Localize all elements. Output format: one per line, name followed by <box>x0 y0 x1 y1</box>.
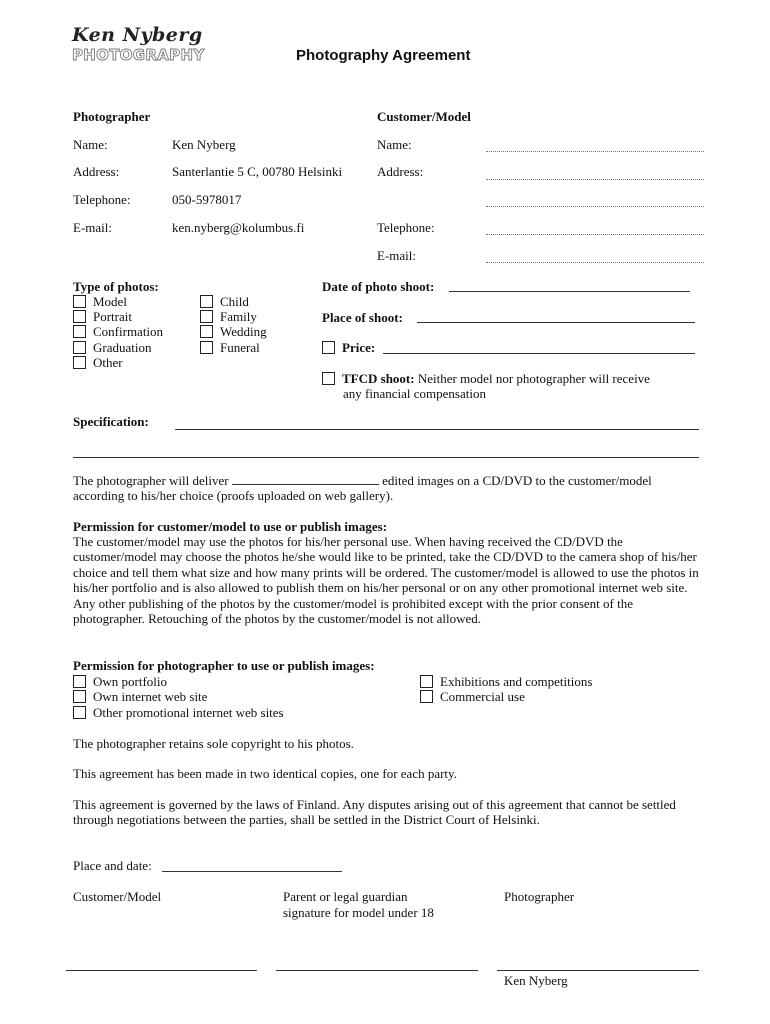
permission-label: Exhibitions and competitions <box>440 674 593 689</box>
customer-permission-text: The customer/model may use the photos for his/her personal use. When having received the CD/DVD the customer/model may choose the photos he/she would like to be printed, take the CD/DVD to the camera shop of his/her choice and tell them what size and how many prints will be ordered. The customer/model is allowed to use the photos in his/her portfolio and is also allowed to publish them on his/her personal or on any other promotional internet web site. Any other publishing of the photos by the customer/model is prohibited except with the prior consent of the photographer. Retouching of the photos by the customer/model is not allowed. <box>73 534 699 627</box>
photographer-telephone-value: 050-5978017 <box>172 192 242 207</box>
photo-type-label: Graduation <box>93 340 152 355</box>
delivery-text-1: The photographer will deliver <box>73 473 229 488</box>
tfcd-text-1: Neither model nor photographer will receive <box>417 371 650 386</box>
permission-label: Own portfolio <box>93 674 168 689</box>
customer-email-label: E-mail: <box>377 248 416 263</box>
photographer-email-value: ken.nyberg@kolumbus.fi <box>172 220 305 235</box>
checkbox-model[interactable] <box>73 295 86 308</box>
customer-address-field-1[interactable] <box>486 179 704 180</box>
checkbox-other[interactable] <box>73 356 86 369</box>
checkbox-commercial-use[interactable] <box>420 690 433 703</box>
signature-guardian-label-1: Parent or legal guardian <box>283 889 408 904</box>
checkbox-own-portfolio[interactable] <box>73 675 86 688</box>
checkbox-own-web-site[interactable] <box>73 690 86 703</box>
customer-name-field[interactable] <box>486 151 704 152</box>
customer-telephone-field[interactable] <box>486 234 704 235</box>
customer-name-label: Name: <box>377 137 412 152</box>
checkbox-portrait[interactable] <box>73 310 86 323</box>
photographer-name-label: Name: <box>73 137 108 152</box>
tfcd-text-2: any financial compensation <box>343 386 486 401</box>
checkbox-child[interactable] <box>200 295 213 308</box>
signature-guardian-label-2: signature for model under 18 <box>283 905 434 920</box>
checkbox-funeral[interactable] <box>200 341 213 354</box>
tfcd-line-1 <box>342 371 650 387</box>
checkbox-exhibitions[interactable] <box>420 675 433 688</box>
customer-address-label: Address: <box>377 164 424 179</box>
shoot-place-label: Place of shoot: <box>322 310 403 325</box>
logo-name: Ken Nyberg <box>72 24 203 46</box>
place-date-label: Place and date: <box>73 858 152 873</box>
signature-customer-line[interactable] <box>66 970 257 971</box>
checkbox-confirmation[interactable] <box>73 325 86 338</box>
photo-type-label: Confirmation <box>93 324 164 339</box>
checkbox-graduation[interactable] <box>73 341 86 354</box>
photographer-email-label: E-mail: <box>73 220 112 235</box>
permission-label: Commercial use <box>440 689 525 704</box>
shoot-date-label: Date of photo shoot: <box>322 279 435 294</box>
permission-label: Other promotional internet web sites <box>93 705 284 720</box>
signature-guardian-line[interactable] <box>276 970 478 971</box>
photographer-address-label: Address: <box>73 164 120 179</box>
specification-field-2[interactable] <box>73 457 699 458</box>
photo-types-heading: Type of photos: <box>73 279 159 294</box>
photo-type-label: Portrait <box>93 309 132 324</box>
signature-customer-label: Customer/Model <box>73 889 162 904</box>
photo-type-label: Family <box>220 309 257 324</box>
customer-permission-heading: Permission for customer/model to use or publish images: <box>73 519 388 534</box>
tfcd-label: TFCD shoot: <box>342 371 415 386</box>
delivery-text-2: edited images on a CD/DVD to the customer/model <box>382 473 652 488</box>
customer-telephone-label: Telephone: <box>377 220 435 235</box>
checkbox-wedding[interactable] <box>200 325 213 338</box>
logo-subtitle: PHOTOGRAPHY <box>72 46 205 64</box>
specification-field-1[interactable] <box>175 429 699 430</box>
customer-heading: Customer/Model <box>377 109 471 124</box>
customer-address-field-2[interactable] <box>486 206 704 207</box>
signature-photographer-name: Ken Nyberg <box>504 973 568 988</box>
copies-text: This agreement has been made in two identical copies, one for each party. <box>73 766 457 781</box>
photo-type-label: Other <box>93 355 123 370</box>
shoot-date-field[interactable] <box>449 291 690 292</box>
shoot-place-field[interactable] <box>417 322 695 323</box>
customer-email-field[interactable] <box>486 262 704 263</box>
photo-type-label: Wedding <box>220 324 267 339</box>
specification-label: Specification: <box>73 414 149 429</box>
photo-type-label: Funeral <box>220 340 260 355</box>
photographer-heading: Photographer <box>73 109 151 124</box>
delivery-count-field[interactable] <box>232 473 379 485</box>
delivery-line-2: according to his/her choice (proofs uploaded on web gallery). <box>73 488 394 503</box>
checkbox-family[interactable] <box>200 310 213 323</box>
place-date-field[interactable] <box>162 871 342 872</box>
checkbox-tfcd[interactable] <box>322 372 335 385</box>
delivery-line-1 <box>73 473 652 489</box>
photographer-permission-heading: Permission for photographer to use or publish images: <box>73 658 375 673</box>
photographer-telephone-label: Telephone: <box>73 192 131 207</box>
price-field[interactable] <box>383 353 695 354</box>
copyright-text: The photographer retains sole copyright to his photos. <box>73 736 354 751</box>
signature-photographer-line[interactable] <box>497 970 699 971</box>
photo-type-label: Child <box>220 294 249 309</box>
checkbox-price[interactable] <box>322 341 335 354</box>
checkbox-other-promotional[interactable] <box>73 706 86 719</box>
photo-type-label: Model <box>93 294 127 309</box>
law-text: This agreement is governed by the laws of Finland. Any disputes arising out of this agreement that cannot be settled through negotiations between the parties, shall be settled in the District Court of Helsinki. <box>73 797 676 828</box>
photographer-name-value: Ken Nyberg <box>172 137 236 152</box>
permission-label: Own internet web site <box>93 689 208 704</box>
signature-photographer-label: Photographer <box>504 889 575 904</box>
page-title: Photography Agreement <box>296 47 471 64</box>
photographer-address-value: Santerlantie 5 C, 00780 Helsinki <box>172 164 343 179</box>
price-label: Price: <box>342 340 376 355</box>
